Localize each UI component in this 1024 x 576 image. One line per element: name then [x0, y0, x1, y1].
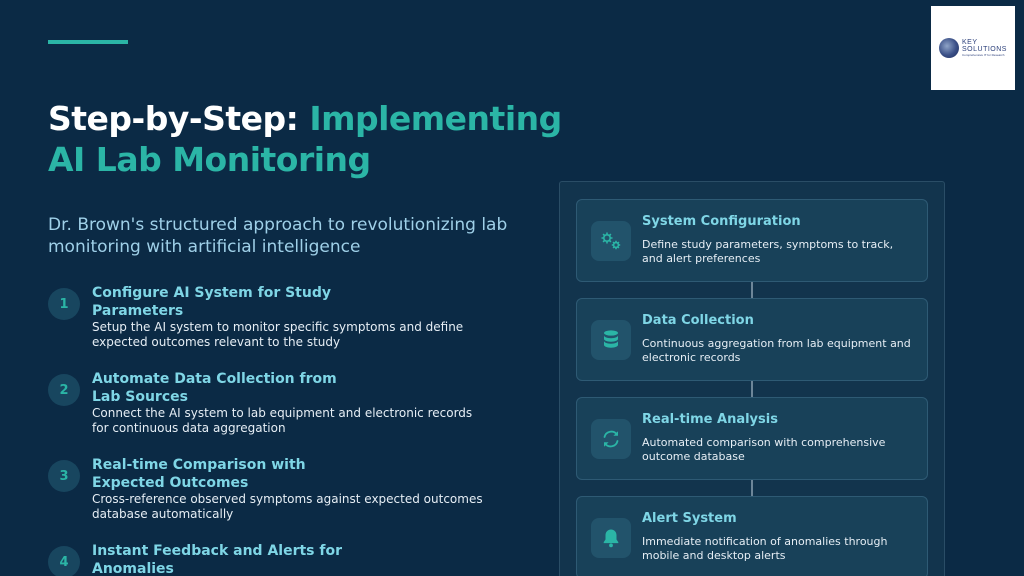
title-part2: Implementing AI Lab Monitoring: [48, 99, 562, 179]
flow-card-title: System Configuration: [642, 214, 801, 229]
steps-list: [48, 284, 518, 576]
bell-icon: [591, 518, 631, 558]
step-item: [48, 542, 518, 576]
logo-tagline: Comprehensive IT for Research: [962, 53, 1005, 57]
flow-card-description: Define study parameters, symptoms to track, and alert preferences: [642, 238, 894, 265]
page-title: [48, 98, 608, 180]
flow-card-title: Real-time Analysis: [642, 412, 778, 427]
gears-icon: [591, 221, 631, 261]
flow-connector: [751, 480, 753, 496]
flow-card-description: Immediate notification of anomalies through mobile and desktop alerts: [642, 535, 888, 562]
flow-card-title: Data Collection: [642, 313, 754, 328]
step-item: [48, 284, 518, 370]
step-title: Automate Data Collection from Lab Sources: [92, 371, 337, 405]
flow-connector: [751, 381, 753, 397]
flow-card-title: Alert System: [642, 511, 737, 526]
step-number: 2: [48, 374, 80, 406]
step-title: Real-time Comparison with Expected Outcomes: [92, 457, 306, 491]
database-icon: [591, 320, 631, 360]
step-number: 3: [48, 460, 80, 492]
title-part1: Step-by-Step:: [48, 99, 310, 138]
flow-card-data-collection: [576, 298, 928, 381]
step-description: Cross-reference observed symptoms against expected outcomes database automatically: [92, 492, 483, 521]
step-title: Configure AI System for Study Parameters: [92, 285, 331, 319]
logo-globe-icon: [939, 38, 959, 58]
workflow-panel: [559, 181, 945, 576]
logo-line2: SOLUTIONS: [962, 46, 1007, 53]
sync-icon: [591, 419, 631, 459]
step-description: Connect the AI system to lab equipment and electronic records for continuous data aggregation: [92, 406, 473, 435]
flow-card-description: Automated comparison with comprehensive outcome database: [642, 436, 886, 463]
key-solutions-logo: [931, 6, 1015, 90]
flow-card-real-time-analysis: [576, 397, 928, 480]
flow-connector: [751, 282, 753, 298]
step-item: [48, 456, 518, 542]
flow-card-system-configuration: [576, 199, 928, 282]
flow-card-description: Continuous aggregation from lab equipment and electronic records: [642, 337, 911, 364]
step-title: Instant Feedback and Alerts for Anomalies: [92, 543, 342, 576]
page-subtitle: Dr. Brown's structured approach to revolutionizing lab monitoring with artificial intelligence: [48, 215, 508, 257]
step-number: 1: [48, 288, 80, 320]
step-item: [48, 370, 518, 456]
step-description: Setup the AI system to monitor specific symptoms and define expected outcomes relevant to the study: [92, 320, 464, 349]
step-number: 4: [48, 546, 80, 576]
flow-card-alert-system: [576, 496, 928, 576]
logo-line1: KEY: [962, 39, 978, 46]
accent-bar: [48, 40, 128, 44]
